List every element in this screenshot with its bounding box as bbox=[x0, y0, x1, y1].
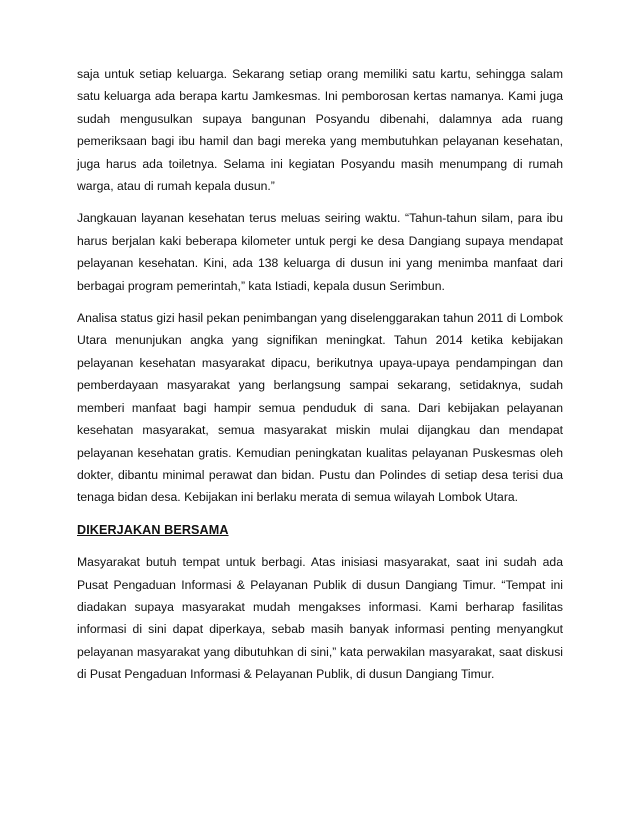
paragraph-1: saja untuk setiap keluarga. Sekarang setiap orang memiliki satu kartu, sehingga salam satu keluarga ada berapa kartu Jamkesmas. Ini pemborosan kertas namanya. Kami juga sudah mengusulkan supaya bangunan Posyandu dibenahi, dalamnya ada ruang pemeriksaan bagi ibu hamil dan bagi mereka yang membutuhkan pelayanan kesehatan, juga harus ada toiletnya. Selama ini kegiatan Posyandu masih menumpang di rumah warga, atau di rumah kepala dusun.” bbox=[77, 67, 563, 194]
section-heading: DIKERJAKAN BERSAMA bbox=[77, 522, 229, 537]
document-page bbox=[77, 63, 563, 696]
paragraph-3: Analisa status gizi hasil pekan penimbangan yang diselenggarakan tahun 2011 di Lombok Utara menunjukan angka yang signifikan meningkat. Tahun 2014 ketika kebijakan pelayanan kesehatan masyarakat dipacu, berikutnya upaya-upaya pendampingan dan pemberdayaan masyarakat yang berlangsung sampai sekarang, setidaknya, sudah memberi manfaat bagi hampir semua penduduk di sana. Dari kebijakan pelayanan kesehatan masyarakat, semua masyarakat miskin mulai dijangkau dan mendapat pelayanan kesehatan gratis. Kemudian peningkatan kualitas pelayanan Puskesmas oleh dokter, dibantu minimal perawat dan bidan. Pustu dan Polindes di setiap desa terisi dua tenaga bidan desa. Kebijakan ini berlaku merata di semua wilayah Lombok Utara. bbox=[77, 311, 563, 505]
paragraph-4: Masyarakat butuh tempat untuk berbagi. Atas inisiasi masyarakat, saat ini sudah ada Pusat Pengaduan Informasi & Pelayanan Publik di dusun Dangiang Timur. “Tempat ini diadakan supaya masyarakat mudah mengakses informasi. Kami berharap fasilitas informasi di sini dapat diperkaya, sebab masih banyak informasi penting menyangkut pelayanan masyarakat yang dibutuhkan di sini,” kata perwakilan masyarakat, saat diskusi di Pusat Pengaduan Informasi & Pelayanan Publik, di dusun Dangiang Timur. bbox=[77, 555, 563, 682]
paragraph-2: Jangkauan layanan kesehatan terus meluas seiring waktu. “Tahun-tahun silam, para ibu harus berjalan kaki beberapa kilometer untuk pergi ke desa Dangiang supaya mendapat pelayanan kesehatan. Kini, ada 138 keluarga di dusun ini yang menimba manfaat dari berbagai program pemerintah,” kata Istiadi, kepala dusun Serimbun. bbox=[77, 211, 563, 293]
